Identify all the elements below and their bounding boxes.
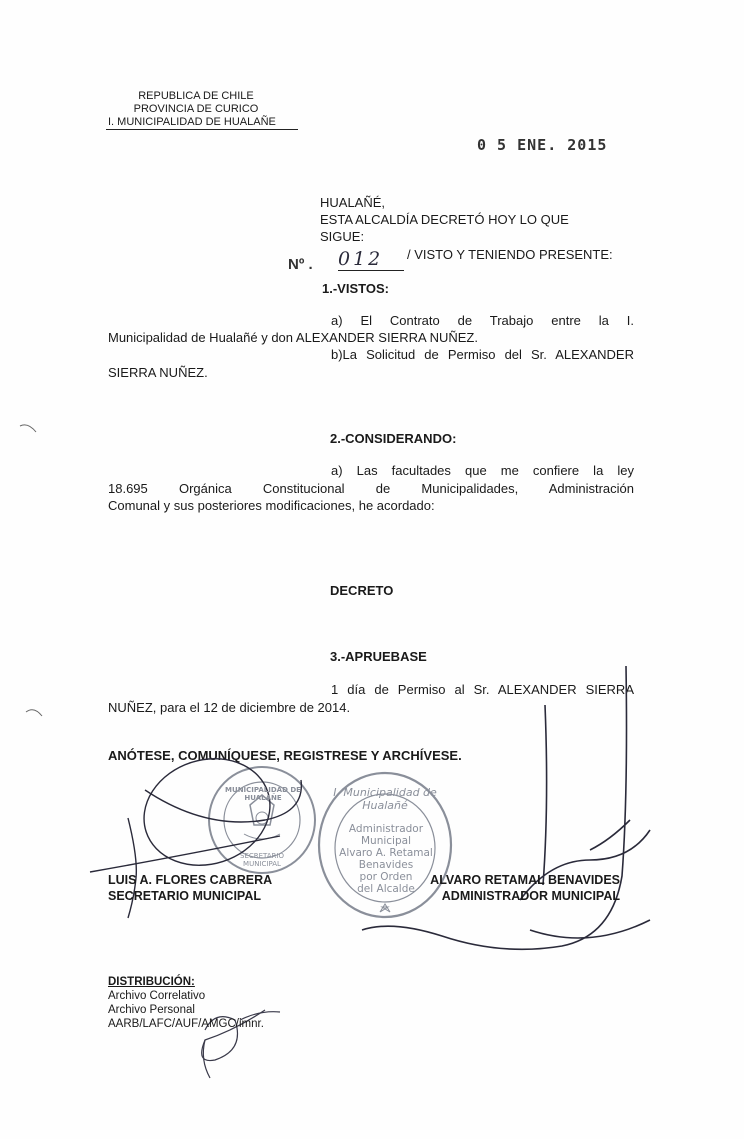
header-republica: REPUBLICA DE CHILE	[138, 90, 254, 102]
seal-line: Alvaro A. Retamal	[339, 847, 433, 859]
seal-line: del Alcalde	[357, 883, 415, 895]
apruebase-first: 1 día de Permiso al Sr. ALEXANDER SIERRA	[331, 682, 634, 697]
considerando-a-line3: Comunal y sus posteriores modificaciones, he acordado:	[108, 498, 435, 513]
considerando-heading: 2.-CONSIDERANDO:	[330, 431, 457, 446]
secretary-name: LUIS A. FLORES CABRERA	[108, 873, 273, 887]
decree-number-handwritten: 012	[338, 248, 404, 271]
margin-mark	[26, 710, 42, 716]
decreto-heading: DECRETO	[330, 583, 394, 598]
secretary-seal-bottom-text: SECRETARIO MUNICIPAL	[240, 852, 284, 868]
distribution-heading: DISTRIBUCIÓN:	[108, 976, 195, 988]
decree-number-prefix: Nº .	[288, 256, 313, 273]
vistos-b-rest: SIERRA NUÑEZ.	[108, 365, 208, 380]
distribution-item: Archivo Personal	[108, 1004, 195, 1016]
vistos-a-first: a) El Contrato de Trabajo entre la I.	[331, 313, 634, 328]
secretary-title: SECRETARIO MUNICIPAL	[108, 889, 262, 903]
decree-number-suffix: / VISTO Y TENIENDO PRESENTE:	[407, 247, 613, 262]
administrator-seal-lines	[338, 823, 434, 895]
apruebase-heading: 3.-APRUEBASE	[330, 649, 427, 664]
margin-mark	[20, 425, 36, 432]
seal-line: Municipal	[361, 835, 411, 847]
seal-line: Administrador	[348, 823, 424, 835]
closing-formula: ANÓTESE, COMUNÍQUESE, REGISTRESE Y ARCHÍVESE.	[108, 748, 462, 763]
apruebase-rest: NUÑEZ, para el 12 de diciembre de 2014.	[108, 700, 351, 715]
intro-place: HUALAÑÉ,	[320, 195, 386, 210]
administrator-seal-ring-text: I. Municipalidad de Hualañé	[333, 786, 437, 812]
secretary-seal-ring-text: MUNICIPALIDAD DE HUALAÑE	[225, 786, 301, 802]
administrator-title: ADMINISTRADOR MUNICIPAL	[441, 889, 620, 903]
secretary-block	[108, 872, 272, 904]
vistos-heading: 1.-VISTOS:	[322, 281, 389, 296]
considerando-a-line2: 18.695 Orgánica Constitucional de Municipalidades, Administración	[108, 481, 634, 496]
header-provincia: PROVINCIA DE CURICO	[133, 103, 259, 115]
intro-line3: SIGUE:	[320, 229, 365, 244]
header-municipalidad: I. MUNICIPALIDAD DE HUALAÑE	[106, 116, 298, 130]
administrator-name: ALVARO RETAMAL BENAVIDES	[430, 873, 620, 887]
considerando-a-first: a) Las facultades que me confiere la ley	[331, 463, 634, 478]
date-stamp: 0 5 ENE. 2015	[477, 136, 608, 154]
vistos-a-rest: Municipalidad de Hualañé y don ALEXANDER SIERRA NUÑEZ.	[108, 330, 478, 345]
vistos-b-first: b)La Solicitud de Permiso del Sr. ALEXANDER	[331, 347, 634, 362]
intro-line2: ESTA ALCALDÍA DECRETÓ HOY LO QUE	[320, 212, 569, 227]
distribution-item: AARB/LAFC/AUF/AMGC/imnr.	[108, 1018, 264, 1030]
administrator-block	[424, 872, 620, 904]
distribution-item: Archivo Correlativo	[108, 990, 206, 1002]
distribution-block	[108, 975, 264, 1031]
seal-line: Benavides	[358, 859, 414, 871]
seal-line: por Orden	[359, 871, 413, 883]
